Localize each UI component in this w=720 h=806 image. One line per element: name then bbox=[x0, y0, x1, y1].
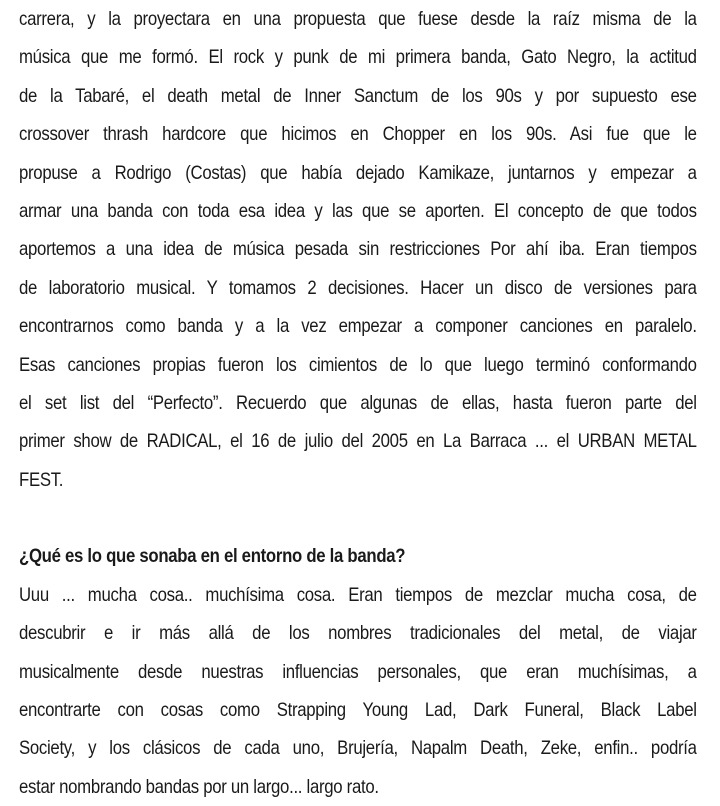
text-line: estar nombrando bandas por un largo... largo rato. bbox=[19, 775, 379, 798]
text-line: musicalmente desde nuestras influencias personales, que eran muchísimas, a bbox=[19, 660, 697, 683]
text-line: crossover thrash hardcore que hicimos en Chopper en los 90s. Asi fue que le bbox=[19, 123, 697, 146]
text-line: descubrir e ir más allá de los nombres tradicionales del metal, de viajar bbox=[19, 622, 697, 645]
text-line: carrera, y la proyectara en una propuesta que fuese desde la raíz misma de la bbox=[19, 8, 697, 30]
text-line: de laboratorio musical. Y tomamos 2 decisiones. Hacer un disco de versiones para bbox=[19, 276, 697, 299]
paragraph-2 bbox=[19, 576, 697, 806]
text-line: aportemos a una idea de música pesada sin restricciones Por ahí iba. Eran tiempos bbox=[19, 238, 697, 261]
text-line: primer show de RADICAL, el 16 de julio del 2005 en La Barraca ... el URBAN METAL bbox=[19, 430, 697, 453]
text-line: música que me formó. El rock y punk de mi primera banda, Gato Negro, la actitud bbox=[19, 46, 697, 69]
article-body bbox=[19, 0, 697, 806]
text-line: de la Tabaré, el death metal de Inner Sanctum de los 90s y por supuesto ese bbox=[19, 84, 697, 107]
paragraph-1 bbox=[19, 0, 697, 499]
text-line: propuse a Rodrigo (Costas) que había dejado Kamikaze, juntarnos y empezar a bbox=[19, 161, 697, 184]
text-line: Society, y los clásicos de cada uno, Brujería, Napalm Death, Zeke, enfin.. podría bbox=[19, 737, 697, 760]
text-line: encontrarte con cosas como Strapping Young Lad, Dark Funeral, Black Label bbox=[19, 699, 697, 722]
text-line: FEST. bbox=[19, 468, 64, 491]
text-line: Uuu ... mucha cosa.. muchísima cosa. Eran tiempos de mezclar mucha cosa, de bbox=[19, 583, 697, 606]
text-line: armar una banda con toda esa idea y las que se aporten. El concepto de que todos bbox=[19, 199, 697, 222]
paragraph-spacer bbox=[19, 499, 697, 537]
text-line: el set list del “Perfecto”. Recuerdo que algunas de ellas, hasta fueron parte del bbox=[19, 391, 697, 414]
text-line: Esas canciones propias fueron los cimientos de lo que luego terminó conformando bbox=[19, 353, 697, 376]
section-heading: ¿Qué es lo que sonaba en el entorno de la banda? bbox=[19, 545, 406, 568]
text-line: encontrarnos como banda y a la vez empezar a componer canciones en paralelo. bbox=[19, 315, 697, 338]
